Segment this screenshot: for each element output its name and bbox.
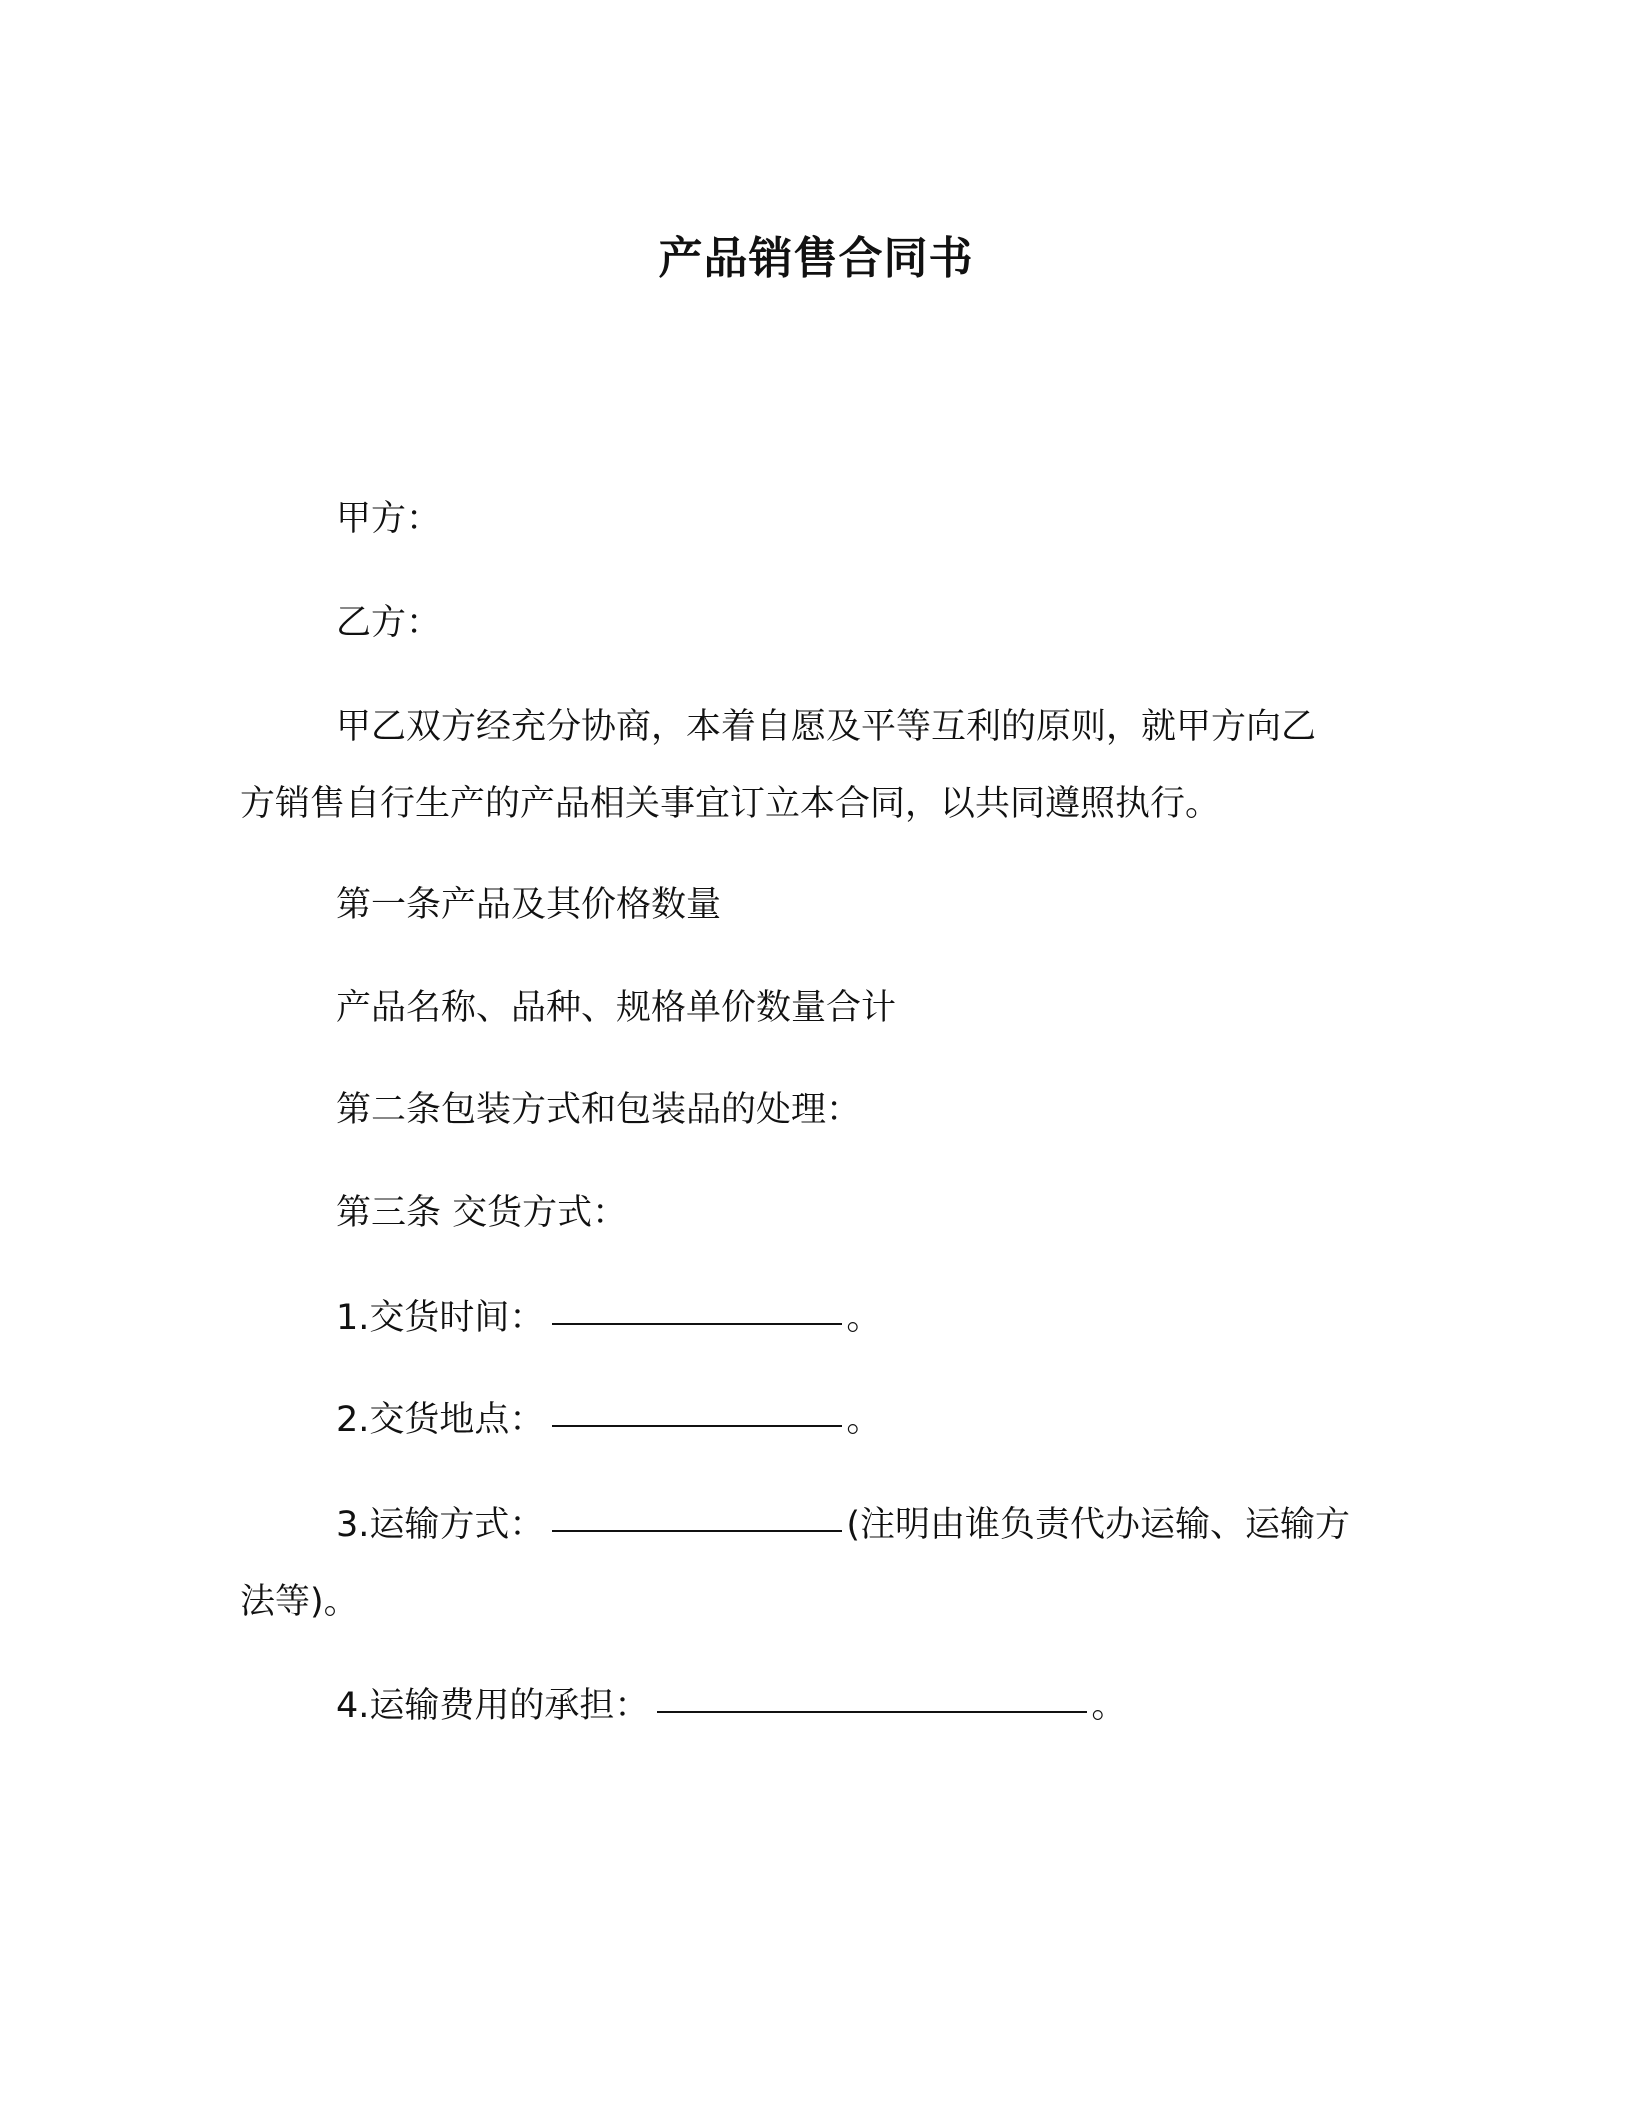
party-a-line: 甲方： (336, 499, 442, 539)
transport-method-line (336, 1505, 1351, 1545)
article-1-fields: 产品名称、品种、规格单价数量合计 (336, 988, 897, 1028)
transport-method-label: 3.运输方式： (336, 1505, 545, 1545)
intro-paragraph-line-1: 甲乙双方经充分协商，本着自愿及平等互利的原则，就甲方向乙 (336, 707, 1317, 747)
transport-method-note: (注明由谁负责代办运输、运输方 (846, 1505, 1351, 1545)
transport-cost-end: 。 (1091, 1686, 1127, 1726)
transport-cost-blank (657, 1710, 1087, 1713)
document-title: 产品销售合同书 (658, 233, 974, 284)
delivery-place-end: 。 (846, 1400, 882, 1440)
delivery-time-end: 。 (846, 1298, 882, 1338)
transport-cost-label: 4.运输费用的承担： (336, 1686, 650, 1726)
transport-method-continuation: 法等)。 (240, 1582, 359, 1622)
delivery-place-line (336, 1400, 882, 1440)
transport-method-blank (552, 1529, 842, 1532)
article-2-title: 第二条包装方式和包装品的处理： (336, 1090, 862, 1130)
delivery-place-blank (552, 1424, 842, 1427)
delivery-time-blank (552, 1322, 842, 1325)
intro-paragraph-line-2: 方销售自行生产的产品相关事宜订立本合同，以共同遵照执行。 (240, 784, 1221, 824)
party-b-line: 乙方： (336, 603, 442, 643)
delivery-time-label: 1.交货时间： (336, 1298, 545, 1338)
article-3-title: 第三条 交货方式： (336, 1193, 628, 1233)
transport-cost-line (336, 1686, 1127, 1726)
article-1-title: 第一条产品及其价格数量 (336, 885, 722, 925)
delivery-place-label: 2.交货地点： (336, 1400, 545, 1440)
delivery-time-line (336, 1298, 882, 1338)
